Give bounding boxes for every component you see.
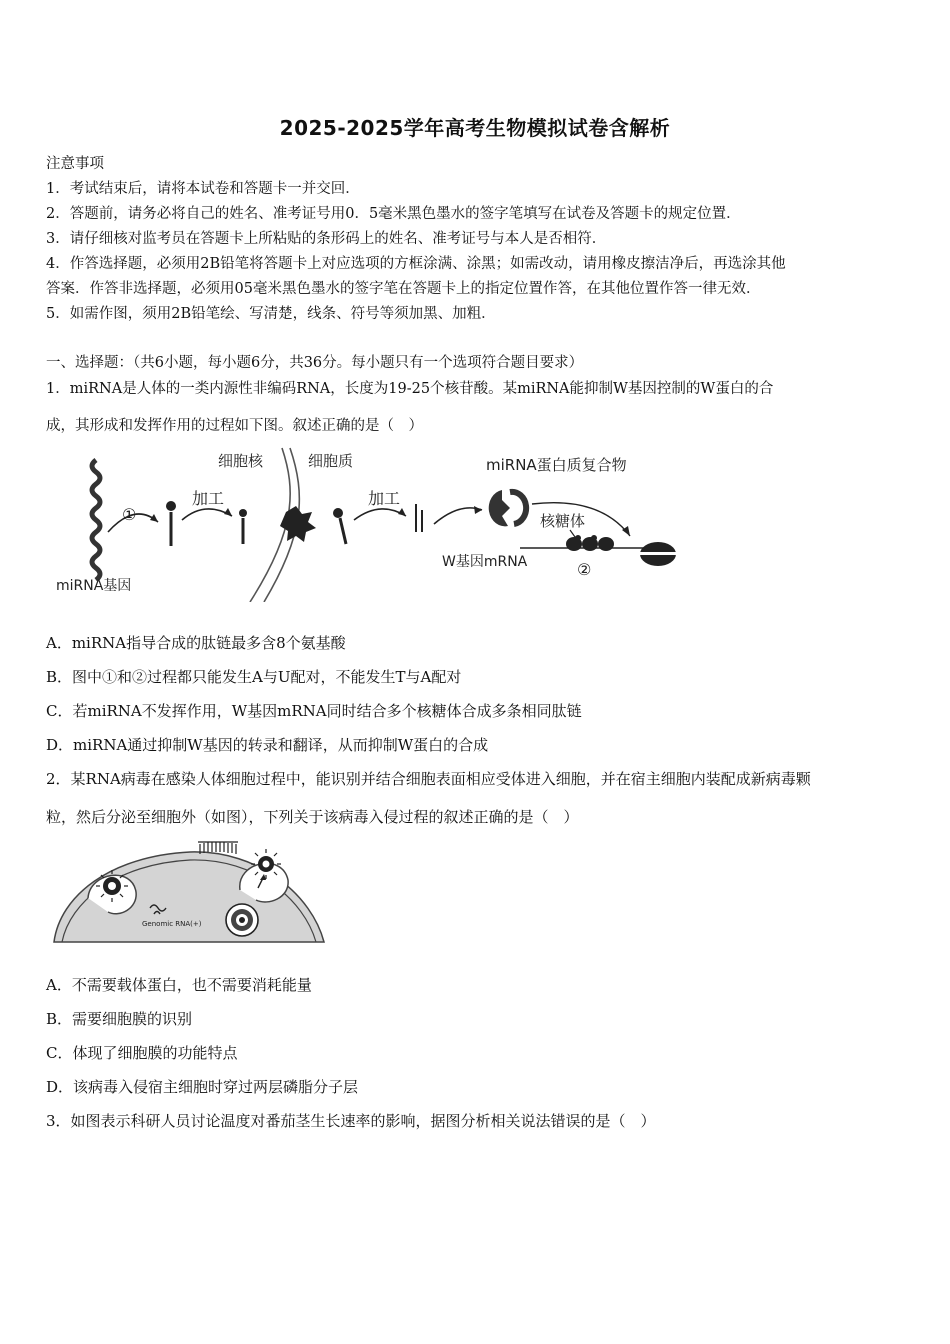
step1-label: ① <box>122 505 137 524</box>
notice-item: 5．如需作图，须用2B铅笔绘、写清楚，线条、符号等须加黑、加粗． <box>46 306 496 322</box>
q2-figure <box>50 836 328 944</box>
q1-option-a[interactable]: A．miRNA指导合成的肽链最多含8个氨基酸 <box>46 634 346 652</box>
mature-mirna-icon <box>416 504 422 532</box>
notice-item: 答案．作答非选择题，必须用05毫米黑色墨水的签字笔在答题卡上的指定位置作答，在其他位置作答一律无效． <box>46 281 761 297</box>
q1-figure <box>50 440 690 602</box>
page-title: 2025-2025学年高考生物模拟试卷含解析 <box>279 116 671 140</box>
cytoplasm-label: 细胞质 <box>308 452 354 470</box>
exported-mirna-icon <box>333 508 346 544</box>
nucleus-label: 细胞核 <box>218 452 264 470</box>
notice-item: 1．考试结束后，请将本试卷和答题卡一并交回． <box>46 181 360 197</box>
process1-label: 加工 <box>192 489 225 508</box>
q1-stem-line1: 1．miRNA是人体的一类内源性非编码RNA，长度为19-25个核苷酸。某miRNA能抑制W基因控制的W蛋白的合 <box>46 381 774 397</box>
q2-option-c[interactable]: C．体现了细胞膜的功能特点 <box>46 1044 238 1062</box>
notice-heading: 注意事项 <box>46 156 104 172</box>
protein-product-icon <box>640 542 676 566</box>
notice-item: 2．答题前，请务必将自己的姓名、准考证号用0．5毫米黑色墨水的签字笔填写在试卷及答题卡的规定位置． <box>46 206 741 222</box>
assembled-virus-icon <box>226 904 258 936</box>
q2-option-b[interactable]: B．需要细胞膜的识别 <box>46 1010 193 1028</box>
q1-stem-line2: 成，其形成和发挥作用的过程如下图。叙述正确的是（ ） <box>46 418 423 434</box>
pri-mirna-icon <box>166 501 176 546</box>
mirna-protein-complex-icon <box>489 490 526 526</box>
complex-label: miRNA蛋白质复合物 <box>486 456 627 474</box>
mirna-gene-strand <box>92 460 100 580</box>
q1-option-c[interactable]: C．若miRNA不发挥作用，W基因mRNA同时结合多个核糖体合成多条相同肽链 <box>46 702 582 720</box>
q2-option-a[interactable]: A．不需要载体蛋白，也不需要消耗能量 <box>46 976 312 994</box>
q1-option-b[interactable]: B．图中①和②过程都只能发生A与U配对，不能发生T与A配对 <box>46 668 462 686</box>
ribosome-icons <box>566 535 614 551</box>
pre-mirna-icon <box>239 509 247 544</box>
ribosome-label: 核糖体 <box>540 512 586 530</box>
q2-option-d[interactable]: D．该病毒入侵宿主细胞时穿过两层磷脂分子层 <box>46 1078 359 1096</box>
mirna-gene-label: miRNA基因 <box>56 578 132 594</box>
genomic-rna-label: Genomic RNA(+) <box>142 920 202 928</box>
receptor-icons <box>198 842 238 854</box>
q3-stem-line1: 3．如图表示科研人员讨论温度对番茄茎生长速率的影响，据图分析相关说法错误的是（ ） <box>46 1112 656 1130</box>
arrow-process2 <box>354 509 406 520</box>
section-heading: 一、选择题：（共6小题，每小题6分，共36分。每小题只有一个选项符合题目要求） <box>46 355 584 371</box>
q2-stem-line2: 粒，然后分泌至细胞外（如图），下列关于该病毒入侵过程的叙述正确的是（ ） <box>46 808 579 826</box>
process2-label: 加工 <box>368 489 401 508</box>
notice-item: 3．请仔细核对监考员在答题卡上所粘贴的条形码上的姓名、准考证号与本人是否相符． <box>46 231 607 247</box>
w-mrna-label: W基因mRNA <box>442 554 528 570</box>
arrow-process1 <box>182 509 232 520</box>
q2-stem-line1: 2．某RNA病毒在感染人体细胞过程中，能识别并结合细胞表面相应受体进入细胞，并在宿主细胞内装配成新病毒颗 <box>46 770 811 788</box>
step2-label: ② <box>577 560 592 579</box>
notice-item: 4．作答选择题，必须用2B铅笔将答题卡上对应选项的方框涂满、涂黑；如需改动，请用橡皮擦洁净后，再选涂其他 <box>46 256 786 272</box>
nuclear-pore-icon <box>280 506 316 542</box>
q1-option-d[interactable]: D．miRNA通过抑制W基因的转录和翻译，从而抑制W蛋白的合成 <box>46 736 489 754</box>
